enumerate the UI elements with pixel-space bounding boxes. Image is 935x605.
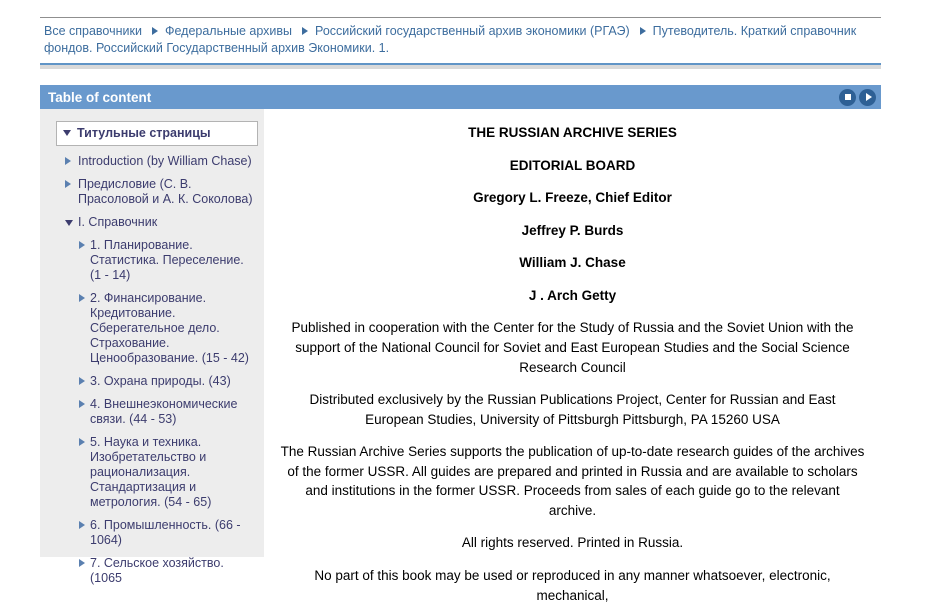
expand-icon[interactable] <box>65 180 71 188</box>
doc-heading: THE RUSSIAN ARCHIVE SERIES <box>468 125 677 140</box>
doc-heading: Gregory L. Freeze, Chief Editor <box>473 190 672 206</box>
breadcrumb-separator-icon <box>302 27 308 35</box>
doc-paragraph: The Russian Archive Series supports the publication of up-to-date research guides of the archives of the former USSR. All guides are prepared and printed in Russia and are available to scholars and institutions in the former USSR. Proceeds from sales of each guide go to the relevant archive. <box>280 444 865 518</box>
toc-sidebar <box>40 109 264 585</box>
toc-item-label: 7. Сельское хозяйство. (1065 <box>90 556 224 585</box>
toc-item[interactable] <box>40 215 264 230</box>
page <box>40 17 881 603</box>
panel-buttons <box>839 89 876 106</box>
expand-icon[interactable] <box>79 521 85 529</box>
stop-icon <box>845 94 851 100</box>
toc-item[interactable] <box>40 291 264 366</box>
breadcrumb-link[interactable]: Российский государственный архив экономики (РГАЭ) <box>315 24 630 38</box>
toc-item[interactable] <box>40 518 264 548</box>
doc-paragraph: Distributed exclusively by the Russian Publications Project, Center for Russian and East European Studies, University of Pittsburgh Pittsburgh, PA 15260 USA <box>309 392 836 427</box>
toc-item-label: Титульные страницы <box>77 126 211 140</box>
toc-item[interactable] <box>40 154 264 169</box>
panel-title: Table of content <box>48 89 152 105</box>
toc-item-label: 6. Промышленность. (66 - 1064) <box>90 518 241 547</box>
toc-item[interactable] <box>56 121 258 146</box>
expand-icon[interactable] <box>79 559 85 567</box>
expand-icon[interactable] <box>79 241 85 249</box>
expand-icon[interactable] <box>79 294 85 302</box>
stop-button[interactable] <box>839 89 856 106</box>
breadcrumb <box>40 18 881 63</box>
expand-icon[interactable] <box>79 400 85 408</box>
toc-item[interactable] <box>40 374 264 389</box>
toc-item-label: 4. Внешнеэкономические связи. (44 - 53) <box>90 397 238 426</box>
toc-item-label: 1. Планирование. Статистика. Переселение. (1 - 14) <box>90 238 244 282</box>
doc-heading: Jeffrey P. Burds <box>521 222 624 238</box>
panel-body <box>40 109 881 603</box>
collapse-icon[interactable] <box>63 130 71 136</box>
doc-heading: EDITORIAL BOARD <box>509 157 636 173</box>
toc-item-label: I. Справочник <box>78 215 158 229</box>
doc-paragraph: All rights reserved. Printed in Russia. <box>461 535 684 551</box>
toc-item-label: 2. Финансирование. Кредитование. Сберегательное дело. Страхование. Ценообразование. (15 - 42) <box>90 291 249 365</box>
document-content <box>264 109 881 603</box>
toc-item[interactable] <box>40 397 264 427</box>
breadcrumb-separator-icon <box>152 27 158 35</box>
breadcrumb-link[interactable]: Путеводитель. Краткий справочник фондов. Российский Государственный архив Экономики. 1. <box>44 24 857 55</box>
toc-item-label: Предисловие (С. В. Прасоловой и А. К. Соколова) <box>78 177 253 206</box>
expand-icon[interactable] <box>79 377 85 385</box>
doc-paragraph: No part of this book may be used or reproduced in any manner whatsoever, electronic, mechanical, <box>314 568 831 603</box>
toc-item[interactable] <box>40 556 264 586</box>
panel-header <box>40 85 881 109</box>
doc-heading: J . Arch Getty <box>528 287 617 303</box>
breadcrumb-link[interactable]: Все справочники <box>44 24 142 38</box>
toc-item[interactable] <box>40 435 264 510</box>
toc-item-label: Introduction (by William Chase) <box>78 154 252 168</box>
breadcrumb-shadow <box>40 65 881 69</box>
expand-icon[interactable] <box>79 438 85 446</box>
play-icon <box>866 93 872 101</box>
doc-heading: William J. Chase <box>519 255 626 271</box>
next-button[interactable] <box>859 89 876 106</box>
toc-item-label: 3. Охрана природы. (43) <box>90 374 231 388</box>
expand-icon[interactable] <box>65 157 71 165</box>
collapse-icon[interactable] <box>65 220 73 226</box>
toc-item[interactable] <box>40 177 264 207</box>
breadcrumb-separator-icon <box>640 27 646 35</box>
toc-item-label: 5. Наука и техника. Изобретательство и рационализация. Стандартизация и метрология. (54 - 65) <box>90 435 212 509</box>
doc-paragraph: Published in cooperation with the Center for the Study of Russia and the Soviet Union with the support of the National Council for Soviet and East European Studies and the Social Science Research Council <box>291 320 854 375</box>
breadcrumb-link[interactable]: Федеральные архивы <box>164 24 293 38</box>
toc-item[interactable] <box>40 238 264 283</box>
